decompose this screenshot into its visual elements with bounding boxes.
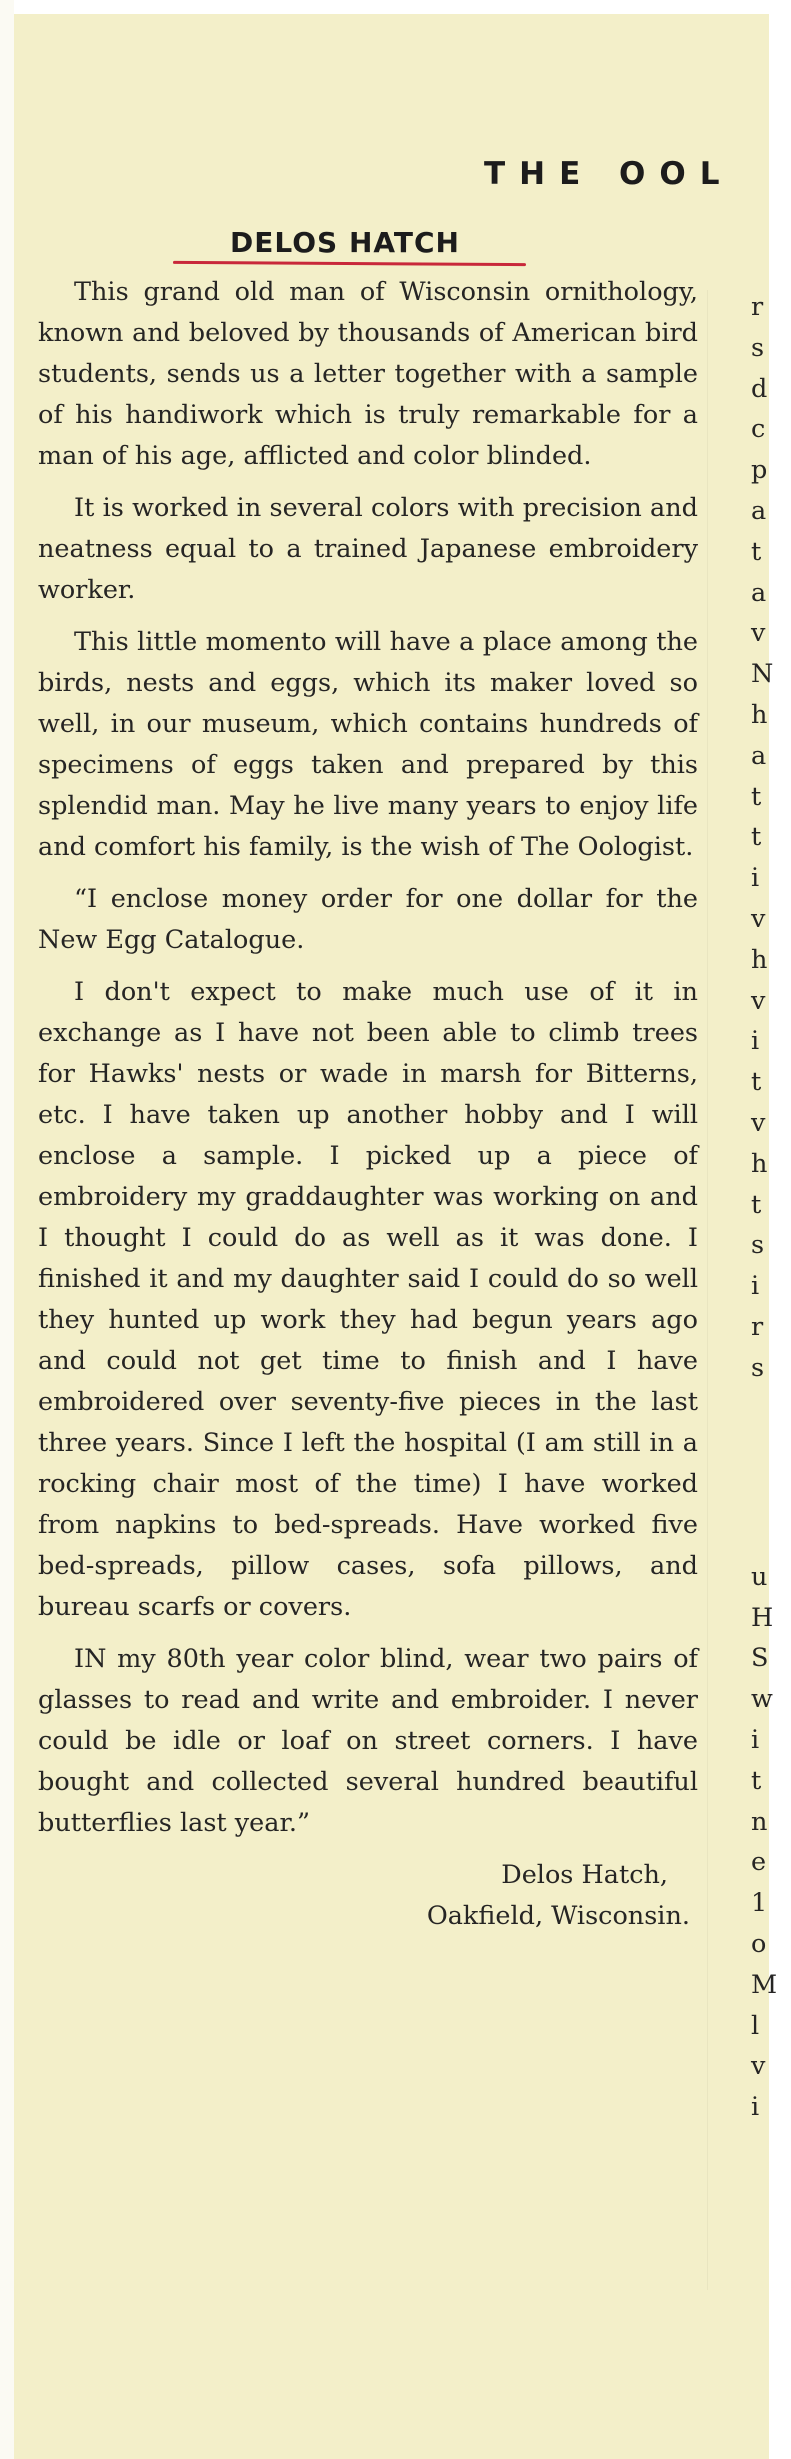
adjacent-column-letter: p xyxy=(751,455,768,486)
adjacent-column-letter: o xyxy=(751,1929,767,1959)
article-paragraph: I don't expect to make much use of it in exchange as I have not been able to climb trees for Hawks' nests or wade in marsh for Bitterns, etc. I have taken up another hobby and I will enclose a sample. I picked up a piece of embroidery my graddaughter was working on and I thought I could do as well as it was done. I finished it and my daughter said I could do so well they hunted up work they had begun years ago and could not get time to finish and I have embroidered over seventy-five pieces in the last three years. Since I left the hospital (I am still in a rocking chair most of the time) I have worked from napkins to bed-spreads. Have worked five bed-spreads, pillow cases, sofa pillows, and bureau scarfs or covers. xyxy=(38,977,698,1622)
adjacent-column-letter: a xyxy=(751,577,767,608)
adjacent-column-letter: H xyxy=(751,1602,774,1633)
adjacent-column-letter: t xyxy=(751,1067,762,1098)
adjacent-column-letter: r xyxy=(751,1312,764,1342)
adjacent-column-letter: S xyxy=(751,1643,769,1674)
adjacent-column-letter: s xyxy=(751,1352,765,1383)
adjacent-column-letter: t xyxy=(751,1765,762,1796)
adjacent-column-letter: h xyxy=(751,1148,768,1179)
adjacent-column-letter: h xyxy=(751,700,768,730)
adjacent-column-letter: t xyxy=(751,822,762,853)
adjacent-column-letter: v xyxy=(751,2051,766,2082)
article-headline: DELOS HATCH xyxy=(230,226,460,259)
article-paragraph: It is worked in several colors with precision and neatness equal to a trained Japanese embroidery worker. xyxy=(38,493,698,605)
adjacent-column-letter: c xyxy=(751,414,766,445)
adjacent-column-letter: s xyxy=(751,332,765,363)
article-paragraph: IN my 80th year color blind, wear two pairs of glasses to read and write and embroider. I never could be idle or loaf on street corners. I have bought and collected several hundred beautiful butterflies last year.” xyxy=(38,1644,698,1838)
adjacent-column-letter: M xyxy=(751,1969,778,2000)
article-body xyxy=(38,272,698,1937)
running-head: THE OOL xyxy=(484,156,734,192)
adjacent-column-letter: s xyxy=(751,1230,765,1261)
adjacent-column-letter: t xyxy=(751,1189,762,1220)
adjacent-column-letter: d xyxy=(751,373,768,404)
article-paragraph: This grand old man of Wisconsin ornithology, known and beloved by thousands of American bird students, sends us a letter together with a sample of his handiwork which is truly remarkable for a man of his age, afflicted and color blinded. xyxy=(38,277,698,471)
adjacent-column-letter: t xyxy=(751,781,762,812)
adjacent-column-letter: r xyxy=(751,292,764,322)
column-gutter xyxy=(707,290,708,2290)
page-edge xyxy=(0,0,14,2459)
adjacent-column-letter: i xyxy=(751,1725,760,1755)
article-paragraph: This little momento will have a place among the birds, nests and eggs, which its maker loved so well, in our museum, which contains hundreds of specimens of eggs taken and prepared by this splendid man. May he live many years to enjoy life and comfort his family, is the wish of The Oologist. xyxy=(38,627,698,862)
adjacent-column-letter: v xyxy=(751,985,766,1016)
adjacent-column-letter: n xyxy=(751,1806,768,1837)
adjacent-column-letter: t xyxy=(751,536,762,567)
signature-name: Delos Hatch, xyxy=(501,1860,668,1890)
adjacent-column-letter: w xyxy=(751,1684,773,1715)
adjacent-column-letter: i xyxy=(751,1271,760,1302)
adjacent-column-letter: i xyxy=(751,1026,760,1057)
article-paragraph: “I enclose money order for one dollar for the New Egg Catalogue. xyxy=(38,884,698,955)
adjacent-column-letter: v xyxy=(751,1108,766,1138)
adjacent-column-letter: i xyxy=(751,2092,760,2123)
adjacent-column-letter: 1 xyxy=(751,1888,768,1919)
adjacent-column-letter: h xyxy=(751,944,768,975)
adjacent-column-letter: e xyxy=(751,1847,767,1878)
adjacent-column-letter: v xyxy=(751,618,766,649)
adjacent-column-letter: l xyxy=(751,2010,760,2041)
adjacent-column-letter: v xyxy=(751,904,766,934)
adjacent-column-letter: N xyxy=(751,659,774,690)
signature-place: Oakfield, Wisconsin. xyxy=(426,1901,690,1931)
adjacent-column-letter: i xyxy=(751,863,760,894)
adjacent-column-letter: a xyxy=(751,740,767,771)
adjacent-column-letter: a xyxy=(751,496,767,526)
adjacent-column-letter: u xyxy=(751,1561,768,1592)
